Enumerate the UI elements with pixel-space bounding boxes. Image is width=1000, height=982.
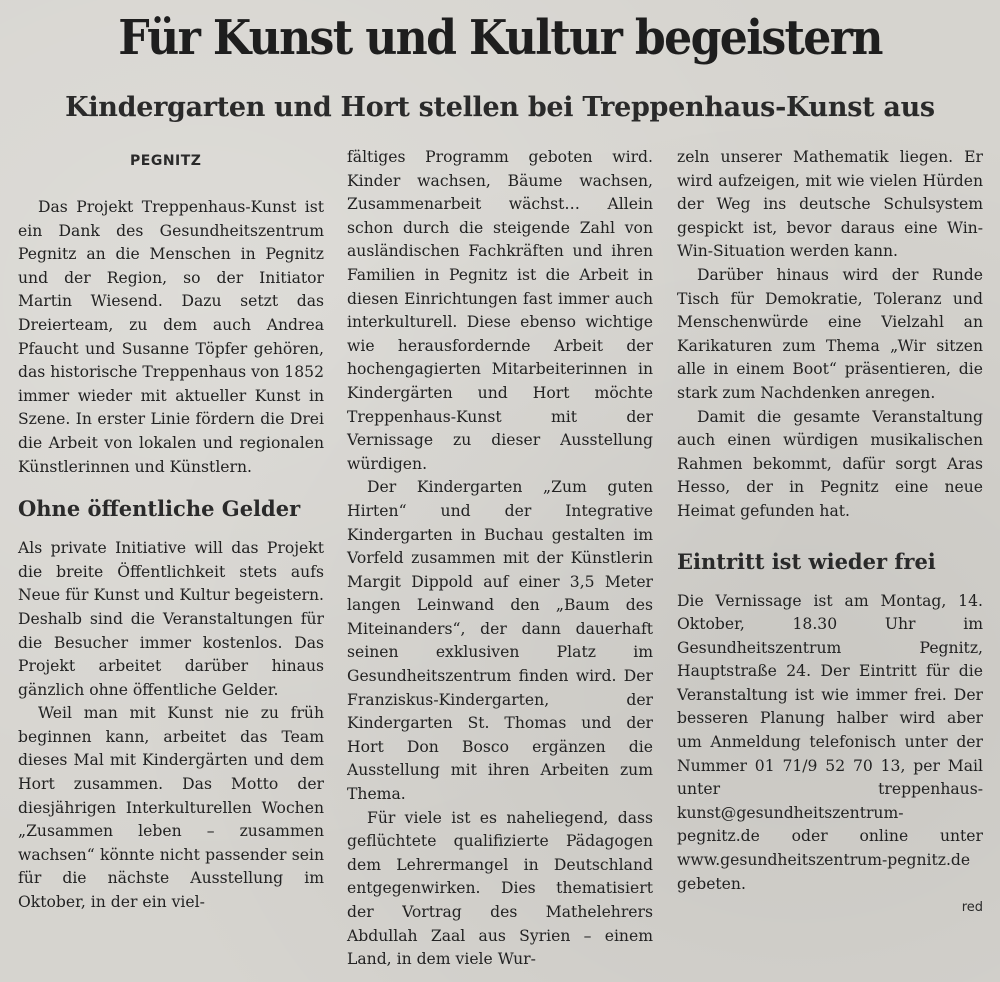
column-1 xyxy=(18,148,324,915)
paragraph: Darüber hinaus wird der Runde Tisch für Demokratie, Toleranz und Menschenwürde eine Vielzahl an Karikaturen zum Thema „Wir sitzen alle in einem Boot“ präsentieren, die stark zum Nachdenken anregen. xyxy=(677,265,983,402)
section-heading: Ohne öffentliche Gelder xyxy=(18,496,301,522)
paragraph: Damit die gesamte Veranstaltung auch einen würdigen musikalischen Rahmen bekommt, dafür sorgt Aras Hesso, der in Pegnitz eine neue Heimat gefunden hat. xyxy=(677,407,983,520)
dateline: PEGNITZ xyxy=(130,153,202,169)
headline: Für Kunst und Kultur begeistern xyxy=(118,10,882,66)
paragraph: Der Kindergarten „Zum guten Hirten“ und der Integrative Kindergarten in Buchau gestalten im Vorfeld zusammen mit der Künstlerin Margit Dippold auf einer 3,5 Meter langen Leinwand den „Baum des Miteinanders“, der dann dauerhaft seinen exklusiven Platz im Gesundheitszentrum finden wird. Der Franziskus-Kindergarten, der Kindergarten St. Thomas und der Hort Don Bosco ergänzen die Ausstellung mit ihren Arbeiten zum Thema. xyxy=(347,478,653,804)
section-heading: Eintritt ist wieder frei xyxy=(677,548,936,574)
column-3 xyxy=(677,146,983,918)
paragraph: Das Projekt Treppenhaus-Kunst ist ein Dank des Gesundheitszentrum Pegnitz an die Menschen in Pegnitz und der Region, so der Initiator Martin Wiesend. Dazu setzt das Dreierteam, zu dem auch Andrea Pfaucht und Susanne Töpfer gehören, das historische Treppenhaus von 1852 immer wieder mit aktueller Kunst in Szene. In erster Linie fördern die Drei die Arbeit von lokalen und regionalen Künstlerinnen und Künstlern. xyxy=(18,198,324,476)
paragraph: fältiges Programm geboten wird. Kinder wachsen, Bäume wachsen, Zusammenarbeit wächst… Allein schon durch die steigende Zahl von ausländischen Fachkräften und ihren Familien in Pegnitz ist die Arbeit in diesen Einrichtungen fast immer auch interkulturell. Diese ebenso wichtige wie herausfordernde Arbeit der hochengagierten Mitarbeiterinnen in Kindergärten und Hort möchte Treppenhaus-Kunst mit der Vernissage zu dieser Ausstellung würdigen. xyxy=(347,148,653,473)
paragraph: Als private Initiative will das Projekt die breite Öffentlichkeit stets aufs Neue für Kunst und Kultur begeistern. Deshalb sind die Veranstaltungen für die Besucher immer kostenlos. Das Projekt arbeitet darüber hinaus gänzlich ohne öffentliche Gelder. xyxy=(18,539,324,699)
paragraph: Für viele ist es naheliegend, dass geflüchtete qualifizierte Pädagogen dem Lehrermangel in Deutschland entgegenwirken. Dies thematisiert der Vortrag des Mathelehrers Abdullah Zaal aus Syrien – einem Land, in dem viele Wur- xyxy=(347,808,653,969)
paragraph: Die Vernissage ist am Montag, 14. Oktober, 18.30 Uhr im Gesundheitszentrum Pegnitz, Hauptstraße 24. Der Eintritt für die Veranstaltung ist wie immer frei. Der besseren Planung halber wird aber um Anmeldung telefonisch unter der Nummer 01 71/9 52 70 13, per Mail unter treppenhaus-kunst@gesundheitszentrum-pegnitz.de oder online unter www.gesundheitszentrum-pegnitz.de gebeten. xyxy=(677,591,983,893)
paragraph: zeln unserer Mathematik liegen. Er wird aufzeigen, mit wie vielen Hürden der Weg ins deutsche Schulsystem gespickt ist, bevor daraus eine Win-Win-Situation werden kann. xyxy=(677,148,983,261)
subheadline: Kindergarten und Hort stellen bei Treppenhaus-Kunst aus xyxy=(65,92,935,123)
author-signature: red xyxy=(961,900,983,916)
column-2 xyxy=(347,146,653,972)
paragraph: Weil man mit Kunst nie zu früh beginnen kann, arbeitet das Team dieses Mal mit Kindergärten und dem Hort zusammen. Das Motto der diesjährigen Interkulturellen Wochen „Zusammen leben – zusammen wachsen“ könnte nicht passender sein für die nächste Ausstellung im Oktober, in der ein viel- xyxy=(18,704,324,912)
